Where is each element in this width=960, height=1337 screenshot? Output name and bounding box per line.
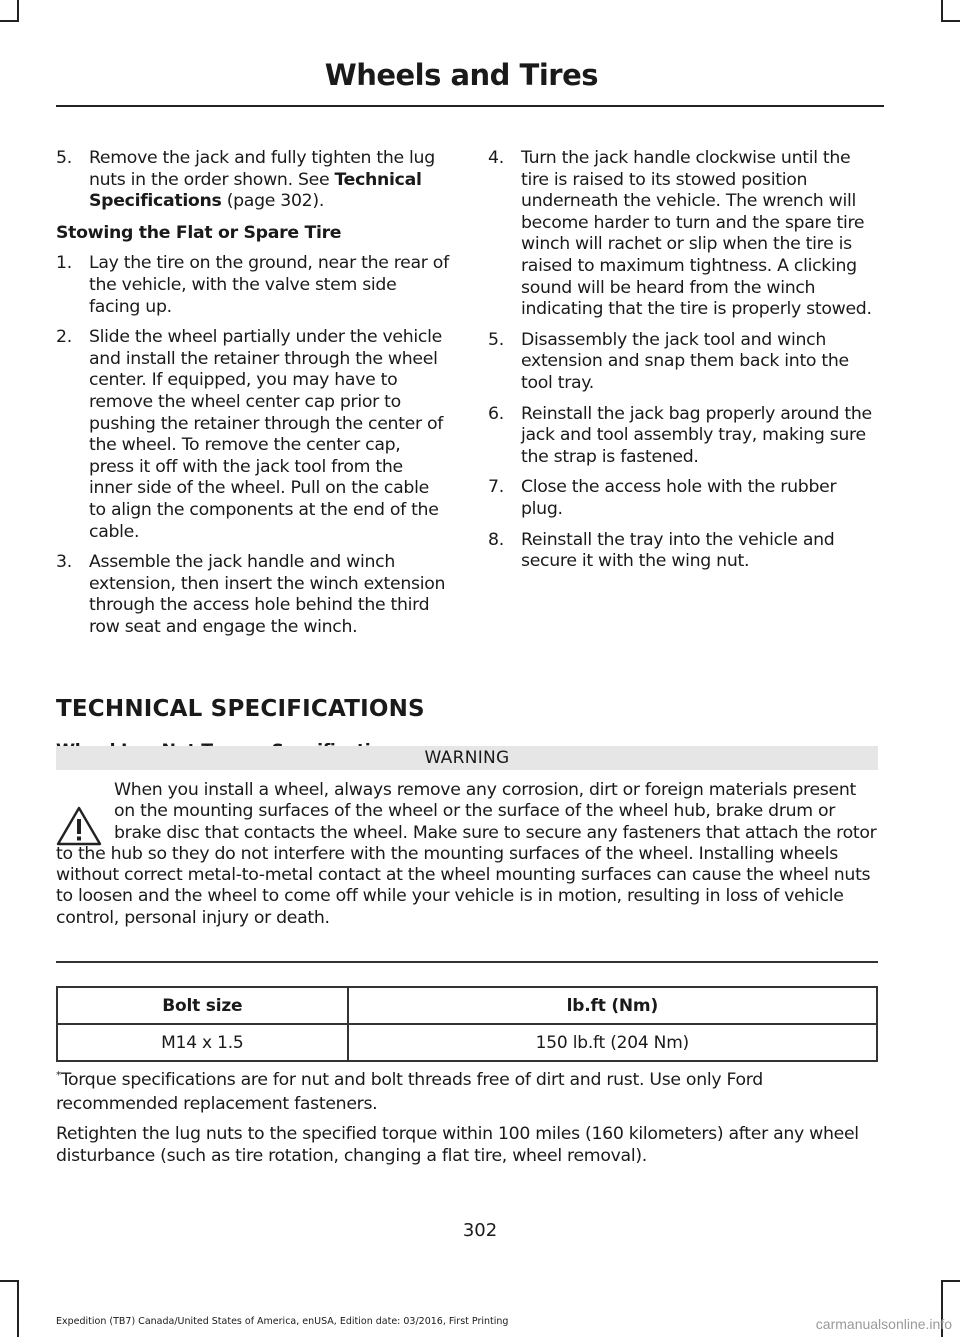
list-item-number: 4. [488,148,504,168]
list-item [488,477,883,520]
cross-reference-link[interactable]: Technical Specifications [89,169,422,212]
watermark: carmanualsonline.info [815,1316,952,1332]
crop-mark-bottom-left [0,1280,19,1282]
stowing-steps-list [56,253,449,638]
list-item-text: Assemble the jack handle and winch extension, then insert the winch extension through the access hole behind the third row seat and engage the winch. [89,552,446,637]
list-item-number: 5. [56,148,72,168]
page-reference: (page 302). [221,191,325,212]
list-item [56,253,449,318]
list-item-number: 7. [488,477,504,498]
list-item-number: 2. [56,327,72,348]
page-number: 302 [462,1220,498,1241]
table-header-row [57,987,877,1024]
crop-mark-bottom-left [17,1280,19,1337]
subheading-stowing: Stowing the Flat or Spare Tire [56,222,342,243]
left-column [56,148,449,647]
list-item-text: Reinstall the tray into the vehicle and secure it with the wing nut. [521,529,835,572]
list-item-number: 5. [488,329,504,350]
list-item [488,330,883,395]
list-item-text: Remove the jack and fully tighten the lug nuts in the order shown. See [89,148,435,190]
cell-torque: 150 lb.ft (204 Nm) [348,1024,877,1061]
section-title: Wheels and Tires [324,58,598,92]
table-row [57,1024,877,1061]
technical-specifications-heading: TECHNICAL SPECIFICATIONS [56,696,425,722]
footnote-mark: * [56,1070,61,1082]
crop-mark-top-right [941,0,943,22]
list-item-text: Slide the wheel partially under the vehicle and install the retainer through the wheel center. If equipped, you may have to remove the wheel center cap prior to pushing the retainer through the center of the wheel. To remove the center cap, press it off with the jack tool from the inner side of the wheel. Pull on the cable to align the components at the end of the cable. [89,327,444,542]
list-item [488,530,883,573]
crop-mark-top-left [0,20,19,22]
stowing-steps-list-continued [488,148,883,573]
warning-label-bar: WARNING [56,746,878,770]
list-item-text: Lay the tire on the ground, near the rear of the vehicle, with the valve stem side facing up. [89,253,449,317]
list-item-text: Disassembly the jack tool and winch extension and snap them back into the tool tray. [521,329,849,393]
column-header-torque: lb.ft (Nm) [348,987,877,1024]
crop-mark-top-left [17,0,19,22]
list-item [488,148,883,321]
footnote-text: Torque specifications are for nut and bolt threads free of dirt and rust. Use only Ford recommended replacement fasteners. [56,1070,763,1114]
list-item-text: Close the access hole with the rubber plug. [521,477,837,519]
list-item-number: 6. [488,403,504,424]
edition-line: Expedition (TB7) Canada/United States of America, enUSA, Edition date: 03/2016, First Printing [56,1316,509,1327]
list-item [56,327,449,543]
retighten-note: Retighten the lug nuts to the specified torque within 100 miles (160 kilometers) after any wheel disturbance (such as tire rotation, changing a flat tire, wheel removal). [56,1124,859,1166]
list-item-number: 3. [56,552,72,573]
warning-rule [56,961,878,963]
crop-mark-top-right [941,20,960,22]
crop-mark-bottom-right [941,1280,960,1282]
torque-spec-table [56,986,878,1062]
list-item [56,148,449,213]
cell-bolt-size: M14 x 1.5 [57,1024,348,1061]
list-item [56,552,449,638]
list-item-number: 1. [56,253,72,274]
torque-footnote [56,1068,879,1116]
warning-body: When you install a wheel, always remove any corrosion, dirt or foreign materials present on the mounting surfaces of the wheel or the surface of the wheel hub, brake drum or brake disc that contacts the wheel. Make sure to secure any fasteners that attach the rotor to the hub so they do not interfere with the mounting surfaces of the wheel. Installing wheels without correct metal-to-metal contact at the wheel mounting surfaces can cause the wheel nuts to loosen and the wheel to come off while your vehicle is in motion, resulting in loss of vehicle control, personal injury or death. [56,780,877,928]
right-column [488,148,883,582]
list-item-text: Turn the jack handle clockwise until the tire is raised to its stowed position underneath the vehicle. The wrench will become harder to turn and the spare tire winch will rachet or slip when the tire is raised to maximum tightness. A clicking sound will be heard from the winch indicating that the tire is properly stowed. [521,148,872,320]
list-item [488,404,883,469]
header-rule [56,105,884,107]
list-item-number: 8. [488,529,504,550]
warning-text [56,780,879,929]
column-header-bolt-size: Bolt size [57,987,348,1024]
list-item-text: Reinstall the jack bag properly around the jack and tool assembly tray, making sure the strap is fastened. [521,403,872,467]
warning-triangle-icon [56,805,102,851]
